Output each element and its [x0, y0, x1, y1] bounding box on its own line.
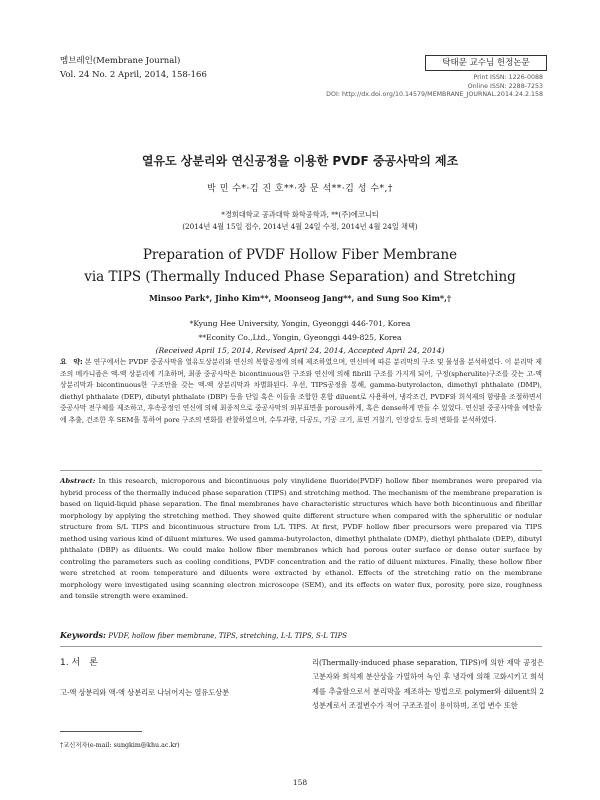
- english-title-line2: via TIPS (Thermally Induced Phase Separation) and Stretching: [84, 269, 516, 285]
- page-number: 158: [292, 778, 308, 787]
- section-heading: 1. 서 론: [60, 658, 98, 668]
- english-authors: Minsoo Park*, Jinho Kim**, Moonseog Jang**, and Sung Soo Kim*,†: [148, 293, 452, 303]
- online-issn: Online ISSN: 2288-7253: [467, 82, 543, 90]
- keywords-label: Keywords:: [60, 630, 107, 640]
- keywords: [60, 630, 542, 640]
- korean-abstract-text: 본 연구에서는 PVDF 중공사막을 열유도상분리와 연신의 복합공정에 의해 제조하였으며, 연신비에 따른 분리막의 구조 및 물성을 분석하였다. 이 분리막 제조의 메카니즘은 액-액 상분리에 기초하며, 최종 중공사막은 bicontinuous한 구조와 연신에 의해 fibrill 구조를 가지게 되어, 구정(spherulite)구조를 갖는 고-액 상분리막과 bicontinuous한 구조만을 갖는 액-액 상분리막과 차별화된다. 우선, TIPS공정을 통해, gamma-butyrolacton, dimethyl phthalate (DMP), diethyl phthalate (DEP), dibutyl phthalate (DBP) 등을 단일 혹은 이들을 조합한 혼합 diluent로 사용하여, 냉각조건, PVDF와 희석제의 함량을 조절하면서 중공사막 전구체를 제조하고, 후속공정인 연신에 의해 최종적으로 중공사막의 외부표면을 porous하게, 혹은 dense하게 만들 수 있었다. 연신된 중공사막을 에탄올에 추출, 건조한 후 SEM을 통하여 pore 구조의 변화를 관찰하였으며, 수투과량, 다공도, 기공 크기, 표면 거칠기, 인장강도 등의 변화를 분석하였다.: [60, 358, 542, 424]
- korean-title: 열유도 상분리와 연신공정을 이용한 PVDF 중공사막의 제조: [141, 154, 459, 168]
- english-abstract-text: In this research, microporous and bicontinuous poly vinylidene fluoride(PVDF) hollow fiber membranes were prepared via hybrid process of the thermally induced phase separation (TIPS) and stretching method. The mechanism of the membrane preparation is based on liquid-liquid phase separation. The final membranes have characteristic structures which have both bicontinuous and fibrillar morphology by applying the stretching method. They showed quite different structure when compared with the spherulitic or nodular structure from S/L TIPS and bicontinuous structure from L/L TIPS. At first, PVDF hollow fiber precursors were prepared via TIPS method using various kind of diluent mixtures. We used gamma-butyrolacton, dimethyl phthalate (DMP), diethyl phthalate (DEP), dibutyl phthalate (DBP) as diluents. We could make hollow fiber membranes which had porous outer surface or dense outer surface by controling the parameters such as cooling conditions, PVDF concentration and the ratio of diluent mixtures. Finally, these hollow fiber were stretched at room temperature and diluents were extracted by ethanol. Effects of the stretching ratio on the membrane morphology were investigated using scanning electron microscope (SEM), and its effects on water flux, porosity, pore size, roughness and tensile strength were examined.: [60, 477, 542, 600]
- korean-affiliation-block: [0, 209, 600, 233]
- korean-abstract-label: 요 약:: [60, 358, 83, 366]
- abstract-divider: [60, 470, 542, 471]
- english-received: (Received April 15, 2014, Revised April 24, 2014, Accepted April 24, 2014): [155, 346, 445, 355]
- issn-block: [326, 74, 543, 100]
- english-affiliation2: **Econity Co.,Ltd., Yongin, Gyeonggi 449-825, Korea: [198, 332, 402, 342]
- english-affiliation1: *Kyung Hee University, Yongin, Gyeonggi 446-701, Korea: [189, 319, 411, 328]
- volume-line: Vol. 24 No. 2 April, 2014, 158-166: [60, 70, 207, 80]
- korean-affiliation: *경희대학교 공과대학 화학공학과, **(주)에코니티: [221, 210, 379, 219]
- korean-received: (2014년 4월 15일 접수, 2014년 4월 24일 수정, 2014년 4월 24일 채택): [182, 222, 418, 231]
- body-right-column: 리(Thermally-induced phase separation, TIPS)에 의한 제막 공정은 고분자와 희석제 분산상을 가열하여 녹인 후 냉각에 의해 고화시키고 희석제를 추출함으로서 분리막을 제조하는 방법으로 polymer와 diluent의 2성분계로서 조절변수가 적어 구조조절이 용이하며, 조업 변수 또한: [312, 658, 544, 710]
- korean-authors: 박 민 수*·김 진 호**·장 문 석**·김 성 수*,†: [207, 184, 393, 194]
- special-issue-box: 탁태문 교수님 헌정논문: [425, 55, 547, 71]
- english-title-line1: Preparation of PVDF Hollow Fiber Membrane: [142, 247, 458, 263]
- korean-abstract: [60, 357, 542, 427]
- english-affiliation-block: [0, 317, 600, 358]
- english-title: [0, 244, 600, 288]
- journal-name: 멤브레인(Membrane Journal): [60, 56, 181, 66]
- journal-header: [60, 56, 207, 81]
- footnote: †교신저자(e-mail: sungkim@khu.ac.kr): [60, 742, 180, 749]
- doi-link[interactable]: DOI: http://dx.doi.org/10.14579/MEMBRANE_JOURNAL.2014.24.2.158: [326, 91, 543, 98]
- english-abstract-label: Abstract:: [60, 477, 96, 485]
- keywords-divider: [60, 646, 542, 647]
- keywords-text: PVDF, hollow fiber membrane, TIPS, stretching, L-L TIPS, S-L TIPS: [108, 632, 348, 640]
- english-abstract: [60, 476, 542, 603]
- body-left-column: 고-액 상분리와 액-액 상분리로 나뉘어지는 열유도상분: [60, 688, 230, 697]
- footnote-rule: [60, 731, 142, 732]
- print-issn: Print ISSN: 1226-0088: [473, 74, 543, 81]
